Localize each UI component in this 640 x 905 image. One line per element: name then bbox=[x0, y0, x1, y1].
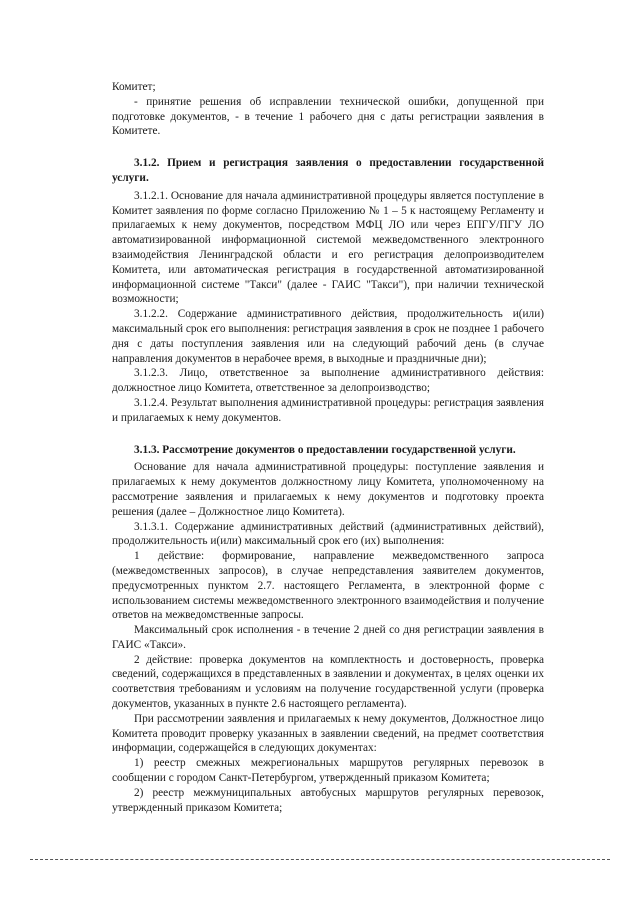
paragraph: 3.1.2.2. Содержание административного действия, продолжительность и(или) максимальный срок его выполнения: регистрация заявления в срок не позднее 1 рабочего дня с даты поступления заявления или на следующий рабочий день (в случае направления документов в нерабочее время, в выходные и праздничные дни); bbox=[112, 308, 544, 365]
paragraph: При рассмотрении заявления и прилагаемых к нему документов, Должностное лицо Комитета проводит проверку указанных в заявлении сведений, на предмет соответствия информации, содержащейся в следующих документах: bbox=[112, 712, 544, 755]
paragraph: 2 действие: проверка документов на комплектность и достоверность, проверка сведений, содержащихся в представленных в заявлении и документах, в целях оценки их соответствия требованиям и условиям на получение государственной услуги (проверка документов, указанных в пункте 2.6 настоящего регламента). bbox=[112, 653, 544, 711]
section-heading: 3.1.3. Рассмотрение документов о предоставлении государственной услуги. bbox=[134, 443, 516, 456]
list-item: 2) реестр межмуниципальных автобусных маршрутов регулярных перевозок, утвержденный приказом Комитета; bbox=[112, 786, 544, 814]
section-heading: 3.1.2. Прием и регистрация заявления о предоставлении государственной услуги. bbox=[112, 157, 544, 184]
paragraph: 3.1.2.4. Результат выполнения административной процедуры: регистрация заявления и прилагаемых к нему документов. bbox=[112, 396, 544, 424]
paragraph: 3.1.2.1. Основание для начала административной процедуры является поступление в Комитет заявления по форме согласно Приложению № 1 – 5 к настоящему Регламенту и прилагаемых к нему документов, посредством МФЦ ЛО или через ЕПГУ/ПГУ ЛО автоматизированной информационной системой межведомственного электронного взаимодействия Ленинградской области и его регистрация делопроизводителем Комитета, или автоматическая регистрация в государственной автоматизированной информационной системе "Такси" (далее - ГАИС "Такси"), при наличии технической возможности; bbox=[112, 189, 544, 306]
paragraph: Комитет; bbox=[112, 81, 156, 93]
document-body bbox=[112, 80, 544, 815]
list-item: 1) реестр смежных межрегиональных маршрутов регулярных перевозок в сообщении с городом Санкт-Петербургом, утвержденный приказом Комитета; bbox=[112, 757, 544, 785]
paragraph: - принятие решения об исправлении технической ошибки, допущенной при подготовке документов, - в течение 1 рабочего дня с даты регистрации заявления в Комитете. bbox=[112, 95, 544, 138]
paragraph: 1 действие: формирование, направление межведомственного запроса (межведомственных запросов), в случае непредставления заявителем документов, предусмотренных пунктом 2.7. настоящего Регламента, в электронной форме с использованием системы межведомственного электронного взаимодействия и получение ответов на межведомственные запросы. bbox=[112, 550, 544, 622]
paragraph: 3.1.3.1. Содержание административных действий (административных действий), продолжительность и(или) максимальный срок его (их) выполнения: bbox=[112, 520, 544, 548]
paragraph: 3.1.2.3. Лицо, ответственное за выполнение административного действия: должностное лицо Комитета, ответственное за делопроизводство; bbox=[112, 367, 544, 395]
paragraph: Основание для начала административной процедуры: поступление заявления и прилагаемых к нему документов должностному лицу Комитета, уполномоченному на рассмотрение заявления и прилагаемых к нему документов и подготовку проекта решения (далее – Должностное лицо Комитета). bbox=[112, 461, 544, 518]
paragraph: Максимальный срок исполнения - в течение 2 дней со дня регистрации заявления в ГАИС «Такси». bbox=[112, 624, 544, 651]
footer-rule bbox=[30, 859, 610, 860]
